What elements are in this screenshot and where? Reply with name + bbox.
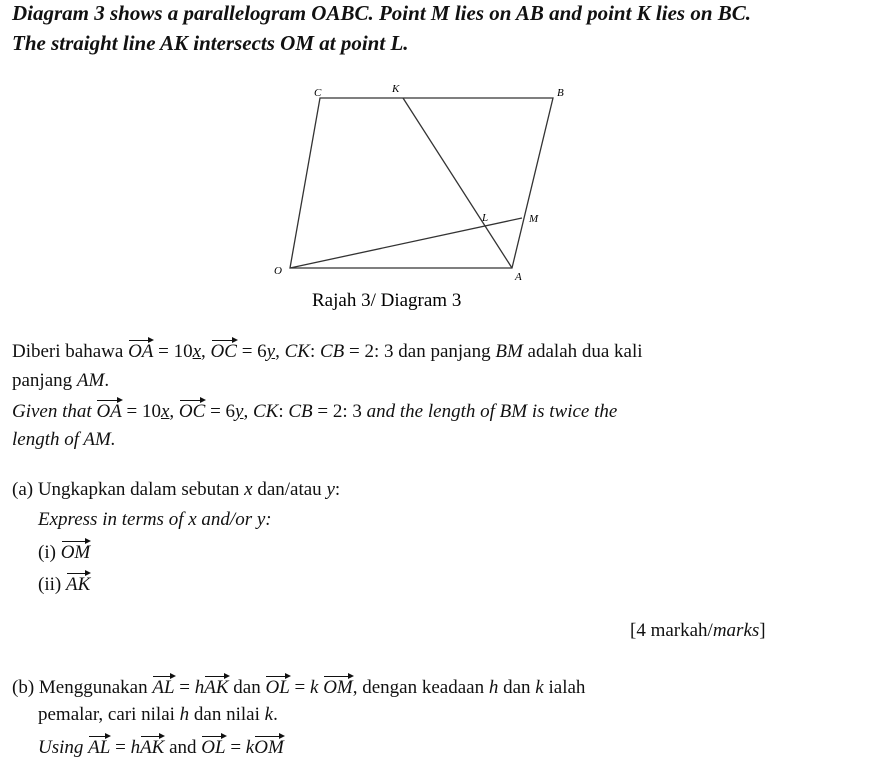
text-segment: Express in terms of x and/or y: <box>38 509 272 530</box>
text-segment: dan <box>498 677 536 698</box>
text-segment: (b) Menggunakan <box>12 677 153 698</box>
point-label-b: B <box>557 87 564 99</box>
text-segment: = 6 <box>236 341 267 362</box>
given-line-ms-cont <box>12 370 109 392</box>
part-a-en <box>38 509 272 531</box>
text-segment: x <box>244 479 253 500</box>
text-segment: dan nilai <box>189 704 265 725</box>
text-segment: : <box>309 341 320 362</box>
point-label-o: O <box>274 265 282 277</box>
text-segment: k <box>535 677 544 698</box>
text-segment: h <box>488 677 499 698</box>
line-ak <box>403 98 512 268</box>
text-segment: Diberi bahawa <box>12 341 129 362</box>
text-segment: and the length of BM is twice the <box>366 401 618 422</box>
point-label-a: A <box>515 271 522 283</box>
text-segment: : <box>278 401 289 422</box>
text-segment: CB <box>320 341 345 362</box>
text-segment: (ii) <box>38 574 66 595</box>
text-segment: x <box>192 341 202 362</box>
text-segment: . <box>104 370 110 391</box>
text-segment: , <box>243 401 253 422</box>
parallelogram-diagram <box>250 80 580 310</box>
text-segment: = <box>289 677 310 698</box>
text-segment: (i) <box>38 542 61 563</box>
part-a-ms <box>12 479 340 501</box>
vector-term: OC <box>210 341 237 362</box>
text-segment: = <box>174 677 195 698</box>
text-segment: h <box>179 704 190 725</box>
text-segment: panjang <box>12 370 77 391</box>
text-segment: [4 markah/ <box>630 620 713 641</box>
point-label-m: M <box>529 213 539 225</box>
text-segment: = 10 <box>153 341 193 362</box>
vector-term: OL <box>201 737 226 758</box>
text-segment: dan <box>228 677 266 698</box>
given-line-en-cont <box>12 429 116 451</box>
vector-term: OL <box>265 677 290 698</box>
text-segment: length of AM. <box>12 429 116 450</box>
vector-term: OC <box>178 401 206 422</box>
text-segment: CB <box>288 401 313 422</box>
text-segment: = 2: 3 dan panjang <box>344 341 496 362</box>
vector-term: OA <box>128 341 154 362</box>
text-segment: . <box>273 704 278 725</box>
parallelogram-oabc <box>290 98 553 268</box>
point-label-k: K <box>392 83 400 95</box>
point-label-c: C <box>314 87 322 99</box>
text-segment: y <box>235 401 244 422</box>
vector-term: AK <box>65 574 91 595</box>
text-segment: = 2: 3 <box>312 401 367 422</box>
text-segment: AM <box>76 370 105 391</box>
text-segment: = <box>225 737 246 758</box>
text-segment: y <box>266 341 276 362</box>
text-segment: h <box>194 677 205 698</box>
marks-a <box>630 620 766 642</box>
question-intro-line-2: The straight line AK intersects OM at point L. <box>12 31 409 55</box>
vector-term: OA <box>96 401 122 422</box>
text-segment: , <box>275 341 285 362</box>
text-segment: ialah <box>543 677 586 698</box>
given-line-ms <box>12 339 643 363</box>
text-segment: x <box>160 401 170 422</box>
point-label-l: L <box>482 212 489 224</box>
part-a-i <box>38 540 90 564</box>
given-line-en <box>12 399 617 423</box>
text-segment: (a) Ungkapkan dalam sebutan <box>12 479 245 500</box>
text-segment: dan/atau <box>252 479 327 500</box>
vector-term: OM <box>323 677 353 698</box>
vector-term: AL <box>88 737 111 758</box>
diagram-caption: Rajah 3/ Diagram 3 <box>312 290 462 310</box>
text-segment: y <box>326 479 335 500</box>
vector-term: AK <box>140 737 165 758</box>
text-segment: = <box>110 737 131 758</box>
text-segment: : <box>334 479 341 500</box>
question-intro-line-1: Diagram 3 shows a parallelogram OABC. Point M lies on AB and point K lies on BC. <box>12 1 752 25</box>
text-segment: pemalar, cari nilai <box>38 704 180 725</box>
text-segment: CK <box>252 401 279 422</box>
text-segment: , dengan keadaan <box>352 677 489 698</box>
text-segment: Using <box>38 737 89 758</box>
text-segment: adalah dua kali <box>522 341 643 362</box>
line-om <box>290 218 522 268</box>
text-segment: = 6 <box>205 401 236 422</box>
text-segment: and <box>164 737 202 758</box>
text-segment: , <box>201 341 211 362</box>
text-segment: Given that <box>12 401 97 422</box>
vector-term: OM <box>254 737 284 758</box>
vector-term: AL <box>152 677 175 698</box>
text-segment: = 10 <box>121 401 161 422</box>
vector-term: AK <box>204 677 229 698</box>
vector-term: OM <box>60 542 91 563</box>
text-segment: k <box>310 677 319 698</box>
part-b-ms <box>12 675 585 699</box>
text-segment: h <box>130 737 141 758</box>
text-segment: CK <box>284 341 310 362</box>
text-segment: k <box>245 737 255 758</box>
part-b-ms-cont <box>38 704 278 726</box>
text-segment: marks <box>712 620 760 641</box>
text-segment: BM <box>495 341 523 362</box>
part-a-ii <box>38 572 90 596</box>
part-b-en <box>38 735 284 759</box>
text-segment: , <box>169 401 179 422</box>
text-segment: ] <box>759 620 766 641</box>
text-segment: k <box>264 704 274 725</box>
